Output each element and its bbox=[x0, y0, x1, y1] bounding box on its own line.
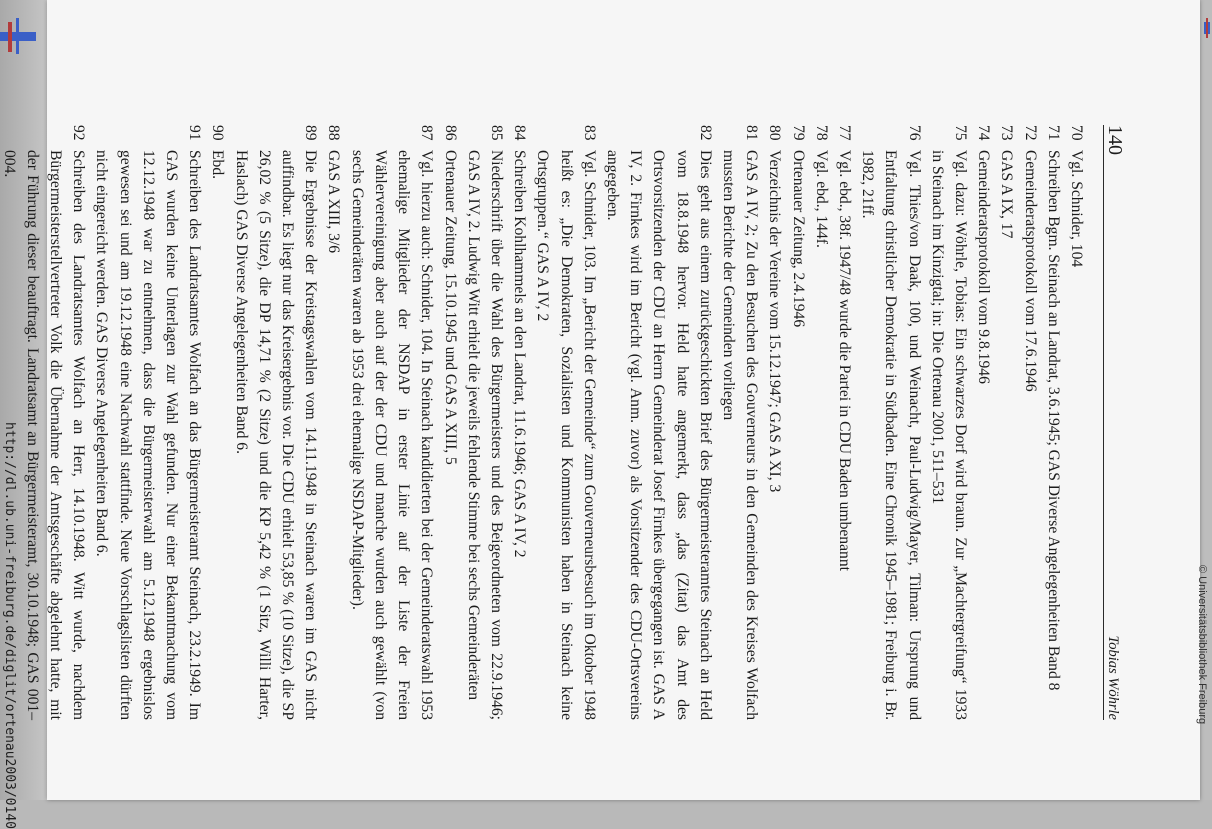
footnote-number: 91 bbox=[186, 125, 204, 141]
footnote-text: Vgl. hierzu auch: Schnider, 104. In Steinach kandidierten bei der Gemeinderatswahl 1953 ehemalige Mitglieder der NSDAP in erster Linie auf der Liste der Freien Wählervereinigung aber auch auf der der CDU und manche wurden auch gewählt (von sechs Gemeinderäten waren ab 1953 drei ehemalige NSDAP-Mitglieder). bbox=[348, 150, 436, 720]
footnote-item bbox=[763, 125, 786, 720]
footnote-number: 83 bbox=[580, 125, 598, 141]
footnote-item bbox=[972, 125, 995, 720]
footnote-number: 92 bbox=[70, 125, 88, 141]
footnote-number: 78 bbox=[812, 125, 830, 141]
running-head-author: Tobias Wöhrle bbox=[1105, 635, 1121, 720]
footnote-item bbox=[1065, 125, 1088, 720]
footnote-text: Schreiben des Landratsamtes Wolfach an Herr, 14.10.1948. Witt wurde, nachdem Bürgermeisterstellvertreter Volk die Übernahme der Amtsgeschäfte abgelehnt hatte, mit der Führung dieser beauftragt. Landratsamt an Bürgermeisteramt, 30.10.1948; GAS 001–004. bbox=[0, 150, 88, 720]
footnote-item bbox=[508, 125, 531, 720]
edge-text-fragment: © Universitätsbibliothek Freiburg bbox=[1196, 565, 1208, 725]
footnote-item bbox=[717, 125, 763, 720]
footnote-number: 89 bbox=[302, 125, 320, 141]
footnote-number: 87 bbox=[418, 125, 436, 141]
footnote-item bbox=[1042, 125, 1065, 720]
footnote-number: 76 bbox=[905, 125, 923, 141]
footnote-text: Gemeinderatsprotokoll vom 17.6.1946 bbox=[1021, 150, 1039, 392]
footnote-number: 74 bbox=[975, 125, 993, 141]
footnote-number: 80 bbox=[766, 125, 784, 141]
footnote-text: Die Ergebnisse der Kreistagswahlen vom 14.11.1948 in Steinach waren im GAS nicht auffindbar. Es liegt nur das Kreisergebnis vor. Die CDU erhielt 53,85 % (10 Sitze), die SP 26,02 % (5 Sitze), die DP 14,71 % (2 Sitze) und die KP 5,42 % (1 Sitz, Willi Harter, Haslach) GAS Diverse Angelegenheiten Band 6. bbox=[232, 150, 320, 720]
footnote-item bbox=[346, 125, 439, 720]
viewer-logo-icon bbox=[0, 18, 36, 54]
footnote-number: 85 bbox=[487, 125, 505, 141]
footnote-number: 82 bbox=[696, 125, 714, 141]
footnote-item bbox=[1018, 125, 1041, 720]
footnote-number: 90 bbox=[209, 125, 227, 141]
footnote-text: Dies geht aus einem zurückgeschickten Brief des Bürgermeisteramtes Steinach an Held vom 18.8.1948 hervor. Held hatte angemerkt, dass „das (Zitat) das Amt des Ortsvorsitzenden der CDU an Herrn Gemeinderat Josef Firnkes übergegangen ist. GAS A IV, 2. Firnkes wird im Bericht (vgl. Anm. zuvor) als Vorsitzender des CDU-Ortsvereins angegeben. bbox=[603, 150, 714, 720]
footnote-item bbox=[531, 125, 601, 720]
footnote-number: 71 bbox=[1044, 125, 1062, 141]
footnote-text: GAS A XIII, 3/6 bbox=[325, 150, 343, 254]
footnote-text: Vgl. dazu: Wöhrle, Tobias: Ein schwarzes Dorf wird braun. Zur „Machtergreifung“ 1933 in Steinach im Kinzigtal; in: Die Ortenau 2001, 511–531 bbox=[928, 150, 969, 720]
footnote-item bbox=[601, 125, 717, 720]
footnote-text: Vgl. Thies/von Daak, 100, und Weinacht, Paul-Ludwig/Mayer, Tilman: Ursprung und Entfaltung christlicher Demokratie in Südbaden. Eine Chronik 1945–1981; Freiburg i. Br. 1982, 21ff. bbox=[859, 150, 923, 720]
footnote-text: Verzeichnis der Vereine vom 15.12.1947; GAS A XI, 3 bbox=[766, 150, 784, 493]
footnote-text: GAS A IX, 17 bbox=[998, 150, 1016, 239]
footnote-number: 77 bbox=[835, 125, 853, 141]
footnote-item bbox=[926, 125, 972, 720]
footnote-text: Ebd. bbox=[209, 150, 227, 180]
footnote-text: Vgl. Schnider, 103. Im „Bericht der Gemeinde“ zum Gouverneursbesuch im Oktober 1948 heißt es: „Die Demokraten, Sozialisten und Kommunisten haben in Steinach keine Ortsgruppen.“ GAS A IV, 2 bbox=[534, 150, 598, 720]
footnote-item bbox=[856, 125, 926, 720]
footnote-text: GAS A IV, 2; Zu den Besuchen des Gouverneurs in den Gemeinden des Kreises Wolfach mussten Berichte der Gemeinden vorliegen bbox=[719, 150, 761, 720]
footnote-number: 81 bbox=[743, 125, 761, 141]
source-url: http://dl.ub.uni-freiburg.de/diglit/ortenau2003/0140 bbox=[2, 422, 17, 829]
footnote-item bbox=[229, 125, 322, 720]
page-body bbox=[0, 125, 1126, 720]
footnote-number: 86 bbox=[441, 125, 459, 141]
footnote-item bbox=[995, 125, 1018, 720]
footnote-number: 73 bbox=[998, 125, 1016, 141]
footnote-number: 88 bbox=[325, 125, 343, 141]
footnote-number: 84 bbox=[511, 125, 529, 141]
footnote-item bbox=[810, 125, 833, 720]
footnote-text: Vgl. ebd., 144f. bbox=[812, 150, 830, 248]
footnote-text: Vgl. Schnider, 104 bbox=[1068, 150, 1085, 268]
page-number: 140 bbox=[1104, 125, 1126, 155]
footnote-text: Schreiben Bgm. Steinach an Landrat, 3.6.1945; GAS Diverse Angelegenheiten Band 8 bbox=[1044, 150, 1062, 691]
footnote-item bbox=[438, 125, 461, 720]
footnote-number: 70 bbox=[1068, 125, 1085, 141]
footnote-item bbox=[833, 125, 856, 720]
footnote-text: Ortenauer Zeitung, 2.4.1946 bbox=[789, 150, 807, 328]
footnote-text: Niederschrift über die Wahl des Bürgermeisters und des Beigeordneten vom 22.9.1946; GAS A IV, 2. Ludwig Witt erhielt die jeweils fehlende Stimme bei sechs Gemeinderäten bbox=[464, 150, 505, 720]
edge-marker-icon bbox=[1204, 22, 1210, 34]
footnote-text: Gemeinderatsprotokoll vom 9.8.1946 bbox=[975, 150, 993, 384]
footnote-item bbox=[462, 125, 508, 720]
footnote-item bbox=[322, 125, 345, 720]
footnote-item bbox=[786, 125, 809, 720]
page-header bbox=[1103, 125, 1126, 720]
footnote-number: 79 bbox=[789, 125, 807, 141]
footnote-text: Schreiben des Landratsamtes Wolfach an das Bürgermeisteramt Steinach, 23.2.1949. Im GAS wurden keine Unterlagen zur Wahl gefunden. Nur einer Bekanntmachung vom 12.12.1948 war zu entnehmen, dass die Bürgermeisterwahl am 5.12.1948 ergebnislos gewesen sei und am 19.12.1948 eine Nachwahl stattfinde. Neue Vorschlagslisten dürften nicht eingereicht werden. GAS Diverse Angelegenheiten Band 6. bbox=[93, 150, 204, 720]
footnote-text: Ortenauer Zeitung, 15.10.1945 und GAS A XIII, 5 bbox=[441, 150, 459, 465]
footnote-text: Vgl. ebd., 38f. 1947/48 wurde die Partei in CDU Baden umbenannt bbox=[835, 150, 853, 571]
footnote-item bbox=[206, 125, 229, 720]
footnote-item bbox=[90, 125, 206, 720]
footnote-number: 72 bbox=[1021, 125, 1039, 141]
footnote-number: 75 bbox=[951, 125, 969, 141]
footnotes-list bbox=[0, 125, 1088, 720]
footnote-text: Schreiben Kohlhammels an den Landrat, 11.6.1946; GAS A IV, 2 bbox=[511, 150, 529, 558]
